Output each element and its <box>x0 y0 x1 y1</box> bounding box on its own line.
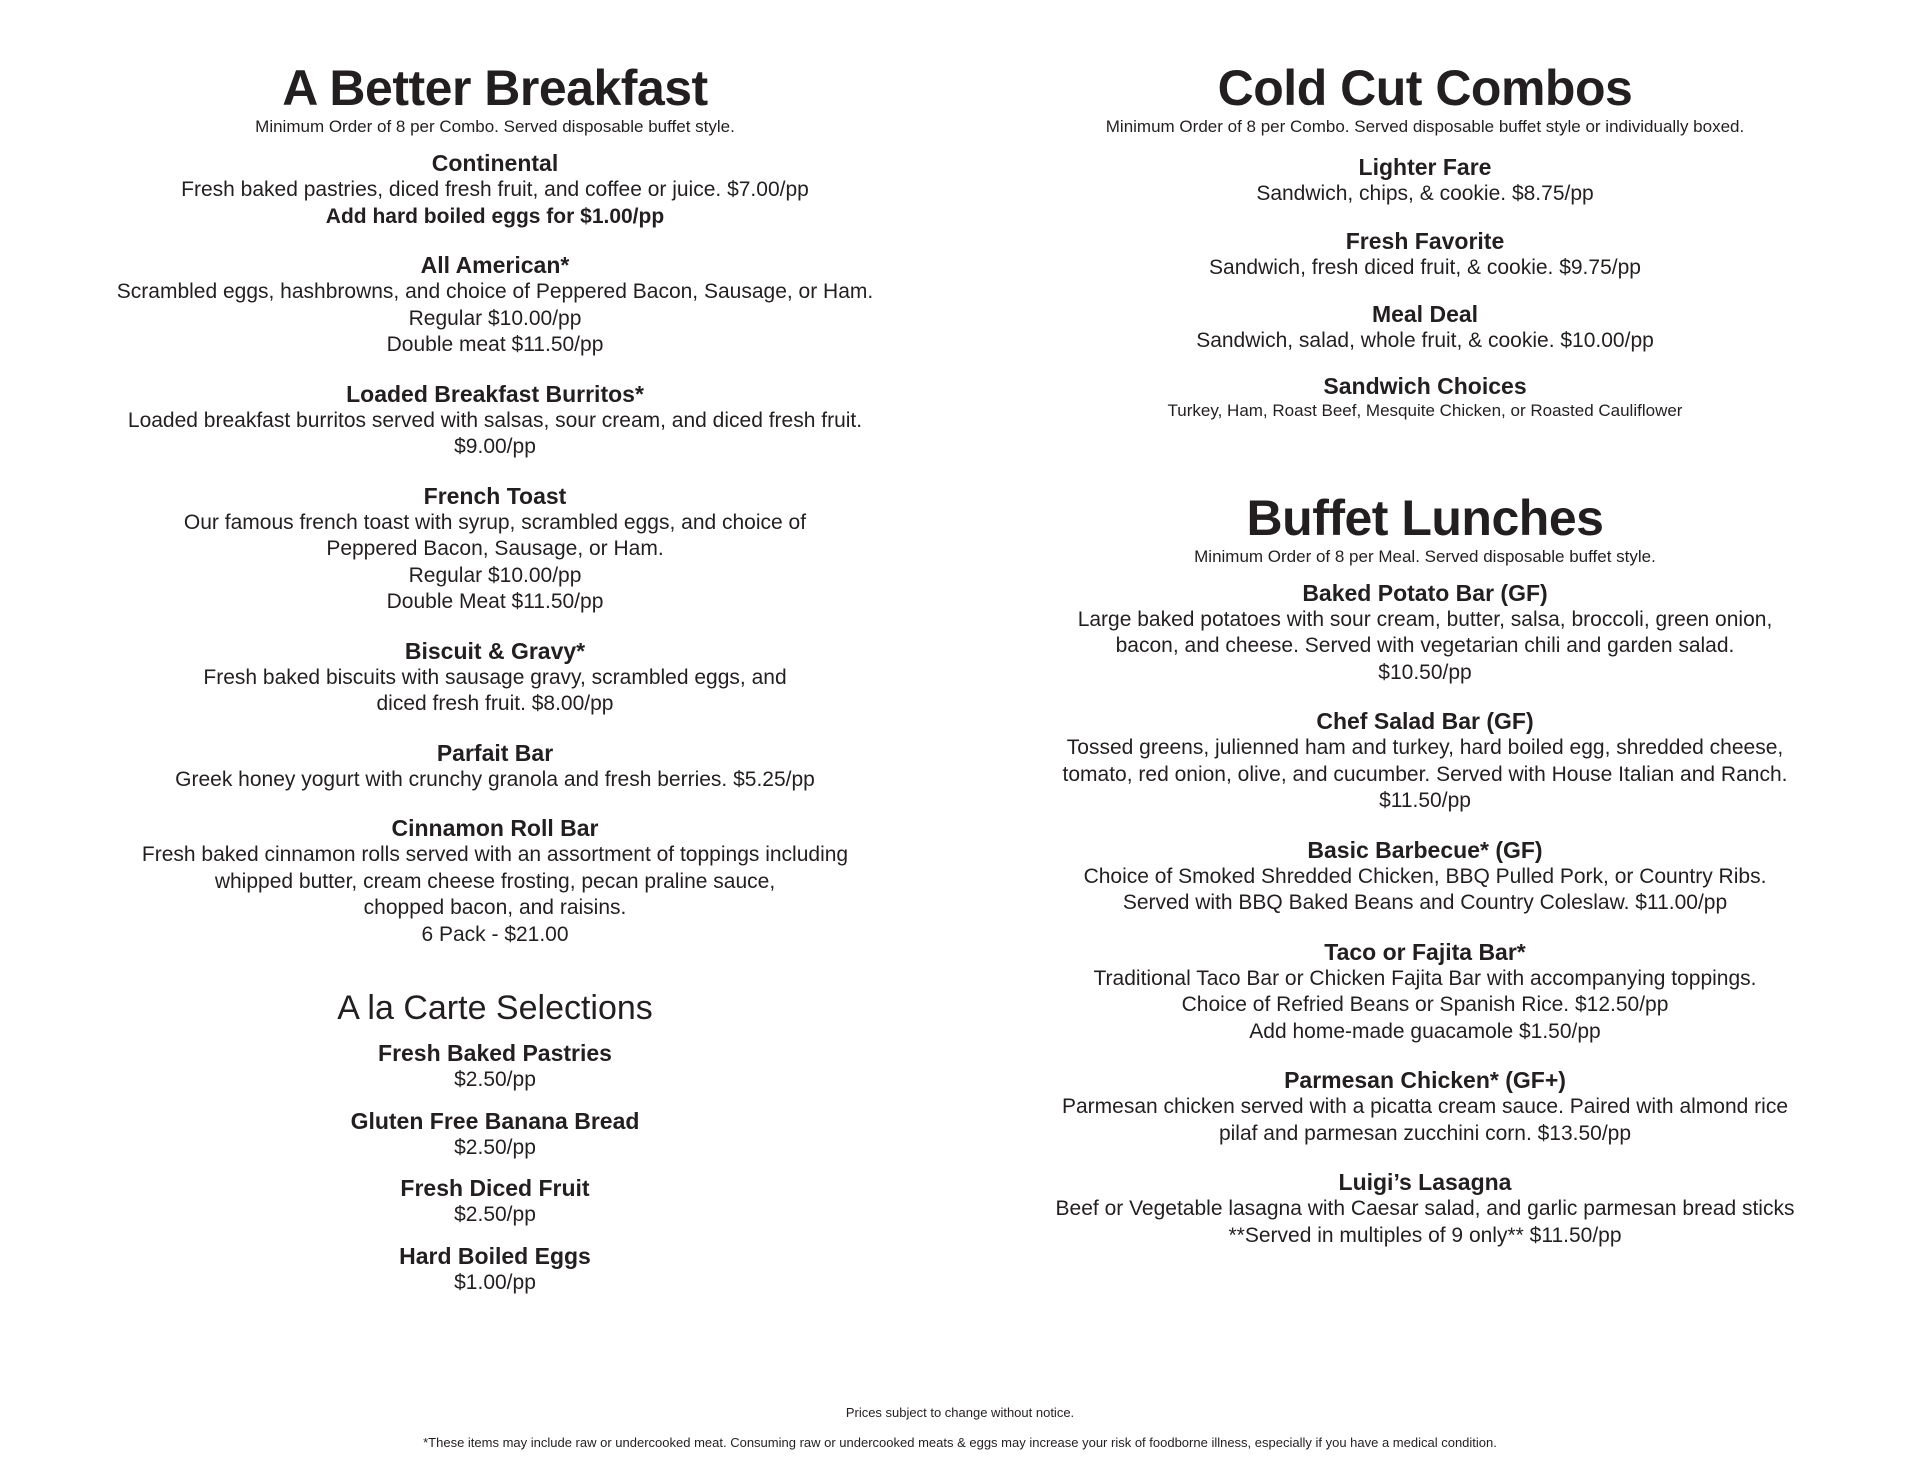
item-description: Parmesan chicken served with a picatta cream sauce. Paired with almond rice <box>1062 1095 1788 1118</box>
item-name: Loaded Breakfast Burritos* <box>346 380 644 407</box>
menu-item-sandwich-choices <box>1010 373 1840 422</box>
buffet-title: Buffet Lunches <box>1246 489 1604 546</box>
item-name: Basic Barbecue* (GF) <box>1307 836 1543 863</box>
prices-note: Prices subject to change without notice. <box>845 1405 1075 1420</box>
item-price: $2.50/pp <box>454 1135 536 1159</box>
menu-item-chef-salad-bar <box>1010 708 1840 815</box>
item-description: Greek honey yogurt with crunchy granola and fresh berries. $5.25/pp <box>175 767 815 791</box>
item-description: chopped bacon, and raisins. <box>363 896 627 919</box>
menu-item-french-toast <box>60 483 930 616</box>
item-price: $1.00/pp <box>454 1270 536 1294</box>
item-description: Choice of Smoked Shredded Chicken, BBQ Pulled Pork, or Country Ribs. <box>1083 864 1767 888</box>
menu-item-parfait-bar <box>60 740 930 794</box>
menu-item-all-american <box>60 252 930 359</box>
item-addon: Add home-made guacamole $1.50/pp <box>1249 1019 1601 1043</box>
menu-item-boiled-eggs <box>60 1243 930 1297</box>
item-description: Served with BBQ Baked Beans and Country Coleslaw. $11.00/pp <box>1122 891 1728 914</box>
item-name: Sandwich Choices <box>1323 372 1527 399</box>
item-description: Our famous french toast with syrup, scrambled eggs, and choice of <box>183 510 807 534</box>
item-description: whipped butter, cream cheese frosting, pecan praline sauce, <box>214 869 776 893</box>
item-price: $2.50/pp <box>454 1203 536 1226</box>
menu-item-biscuit-gravy <box>60 638 930 718</box>
item-description: bacon, and cheese. Served with vegetarian chili and garden salad. <box>1115 634 1735 657</box>
item-price: Double Meat $11.50/pp <box>386 590 604 613</box>
item-description: Tossed greens, julienned ham and turkey, hard boiled egg, shredded cheese, <box>1066 736 1784 759</box>
buffet-note: Minimum Order of 8 per Meal. Served disposable buffet style. <box>1194 546 1656 566</box>
item-description: Scrambled eggs, hashbrowns, and choice of Peppered Bacon, Sausage, or Ham. <box>116 280 874 303</box>
item-description: Sandwich, fresh diced fruit, & cookie. $9.75/pp <box>1209 255 1641 279</box>
item-description: Large baked potatoes with sour cream, butter, salsa, broccoli, green onion, <box>1077 607 1773 631</box>
foodborne-warning: *These items may include raw or undercooked meat. Consuming raw or undercooked meats & eggs may increase your risk of foodborne illness, especially if you have a medical condition. <box>423 1435 1497 1450</box>
item-name: French Toast <box>423 482 567 509</box>
item-description: **Served in multiples of 9 only** $11.50/pp <box>1228 1223 1622 1247</box>
item-name: Hard Boiled Eggs <box>399 1242 591 1269</box>
menu-item-cinnamon-roll-bar <box>60 815 930 948</box>
item-price: 6 Pack - $21.00 <box>421 922 569 946</box>
menu-item-taco-fajita-bar <box>1010 939 1840 1046</box>
item-price: $10.50/pp <box>1378 660 1472 684</box>
item-description: pilaf and parmesan zucchini corn. $13.50/pp <box>1218 1121 1632 1145</box>
alacarte-title: A la Carte Selections <box>337 989 653 1027</box>
menu-item-baked-potato-bar <box>1010 580 1840 687</box>
lunch-column <box>1010 0 1840 1249</box>
menu-item-breakfast-burritos <box>60 381 930 461</box>
item-description: Turkey, Ham, Roast Beef, Mesquite Chicken, or Roasted Cauliflower <box>1167 400 1683 420</box>
item-name: Baked Potato Bar (GF) <box>1302 579 1548 606</box>
alacarte-section <box>60 988 930 1296</box>
item-name: Parfait Bar <box>436 739 554 766</box>
breakfast-column <box>60 0 930 1296</box>
item-addon: Add hard boiled eggs for $1.00/pp <box>325 204 665 228</box>
item-name: All American* <box>420 252 570 278</box>
item-price: $9.00/pp <box>454 435 536 458</box>
menu-item-meal-deal <box>1010 301 1840 355</box>
menu-item-lighter-fare <box>1010 154 1840 208</box>
item-price: Double meat $11.50/pp <box>386 333 604 356</box>
item-description: Fresh baked pastries, diced fresh fruit, and coffee or juice. $7.00/pp <box>181 178 809 201</box>
item-description: Traditional Taco Bar or Chicken Fajita Bar with accompanying toppings. <box>1093 966 1757 990</box>
item-price: $2.50/pp <box>454 1068 536 1091</box>
item-name: Fresh Favorite <box>1345 227 1505 254</box>
item-description: Fresh baked biscuits with sausage gravy, scrambled eggs, and <box>203 665 787 689</box>
item-description: Loaded breakfast burritos served with salsas, sour cream, and diced fresh fruit. <box>127 408 863 432</box>
item-name: Parmesan Chicken* (GF+) <box>1284 1067 1566 1093</box>
item-description: Choice of Refried Beans or Spanish Rice. $12.50/pp <box>1181 993 1669 1016</box>
item-description: Peppered Bacon, Sausage, or Ham. <box>326 537 664 560</box>
menu-item-diced-fruit <box>60 1175 930 1229</box>
menu-item-luigis-lasagna <box>1010 1169 1840 1249</box>
coldcut-title: Cold Cut Combos <box>1217 60 1633 116</box>
item-description: diced fresh fruit. $8.00/pp <box>376 692 614 715</box>
menu-item-basic-barbecue <box>1010 837 1840 917</box>
item-description: Beef or Vegetable lasagna with Caesar salad, and garlic parmesan bread sticks <box>1055 1197 1795 1220</box>
item-description: Sandwich, salad, whole fruit, & cookie. $10.00/pp <box>1196 329 1654 352</box>
item-description: Fresh baked cinnamon rolls served with an assortment of toppings including <box>141 843 849 866</box>
item-description: tomato, red onion, olive, and cucumber. Served with House Italian and Ranch. <box>1062 762 1788 786</box>
item-price: Regular $10.00/pp <box>408 563 582 587</box>
menu-item-fresh-favorite <box>1010 228 1840 282</box>
item-name: Taco or Fajita Bar* <box>1324 938 1526 965</box>
item-name: Cinnamon Roll Bar <box>391 815 599 841</box>
breakfast-note: Minimum Order of 8 per Combo. Served disposable buffet style. <box>255 117 735 136</box>
menu-item-pastries <box>60 1040 930 1094</box>
item-name: Biscuit & Gravy* <box>404 637 586 664</box>
breakfast-title: A Better Breakfast <box>282 60 708 116</box>
menu-item-continental <box>60 150 930 230</box>
item-price: Regular $10.00/pp <box>408 306 582 330</box>
item-name: Lighter Fare <box>1358 154 1492 180</box>
item-name: Meal Deal <box>1371 301 1479 327</box>
item-name: Continental <box>431 150 559 176</box>
item-name: Fresh Baked Pastries <box>378 1040 612 1066</box>
buffet-header <box>1010 490 1840 568</box>
menu-item-banana-bread <box>60 1108 930 1162</box>
item-description: Sandwich, chips, & cookie. $8.75/pp <box>1256 182 1594 205</box>
item-name: Fresh Diced Fruit <box>400 1175 590 1201</box>
menu-item-parmesan-chicken <box>1010 1067 1840 1147</box>
item-name: Luigi’s Lasagna <box>1338 1169 1512 1195</box>
item-price: $11.50/pp <box>1379 789 1471 812</box>
item-name: Chef Salad Bar (GF) <box>1316 708 1534 734</box>
coldcut-note: Minimum Order of 8 per Combo. Served disposable buffet style or individually boxed. <box>1105 117 1745 136</box>
item-name: Gluten Free Banana Bread <box>350 1107 640 1134</box>
